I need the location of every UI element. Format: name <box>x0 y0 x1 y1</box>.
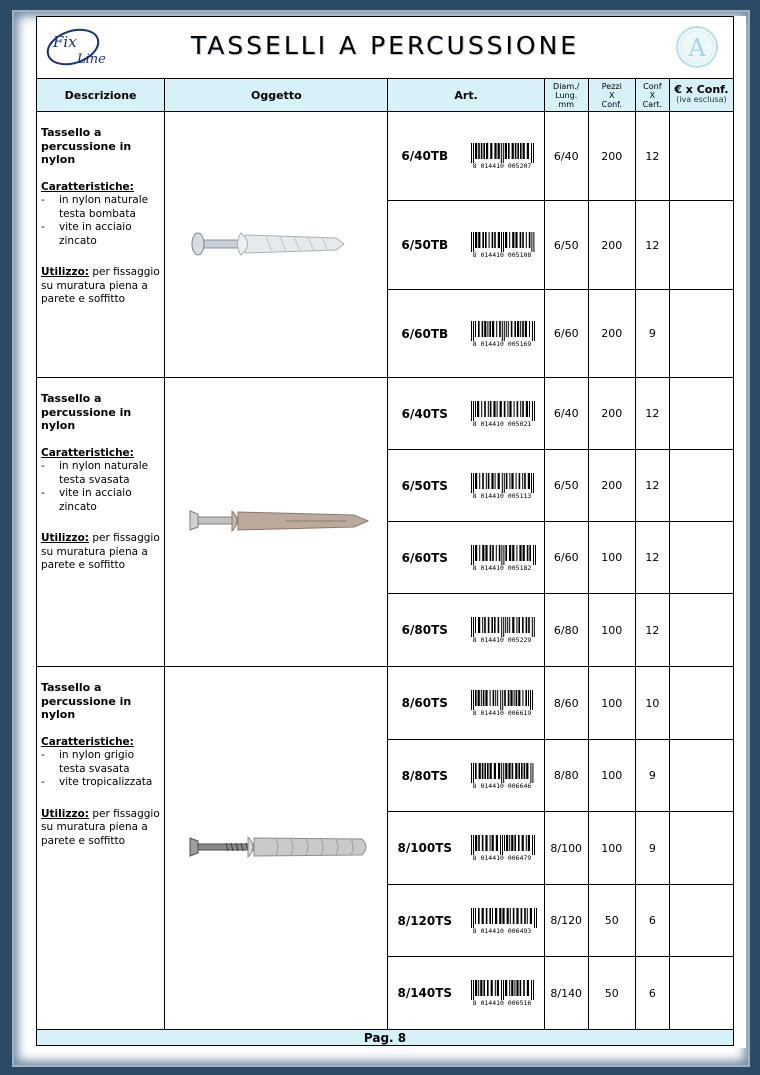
price-value <box>669 740 733 812</box>
usage-text: per fissaggio su muratura piena a parete e soffitto <box>41 266 160 305</box>
article-code: 6/60TB <box>388 290 461 378</box>
feature-item: - vite in acciaio zincato <box>41 487 160 514</box>
feature-item: - in nylon grigio testa svasata <box>41 749 160 776</box>
barcode-image <box>466 690 538 716</box>
col-pezzi: Pezzi X Conf. <box>588 79 635 112</box>
barcode <box>461 450 544 522</box>
col-oggetto: Oggetto <box>165 79 388 112</box>
logo-text-line: Line <box>77 52 106 67</box>
product-description <box>37 112 165 378</box>
svg-text:8 014410 006516: 8 014410 006516 <box>473 999 532 1006</box>
feature-item: - vite in acciaio zincato <box>41 221 160 248</box>
page-number: Pag. 8 <box>37 1030 734 1046</box>
product-row <box>37 112 734 201</box>
product-image <box>165 667 388 1030</box>
barcode <box>461 378 544 450</box>
size-value: 6/80 <box>544 594 588 667</box>
packs-per-carton: 6 <box>635 885 669 957</box>
pieces-per-pack: 100 <box>588 812 635 885</box>
packs-per-carton: 12 <box>635 522 669 594</box>
product-row <box>37 667 734 740</box>
price-value <box>669 957 733 1030</box>
price-value <box>669 290 733 378</box>
product-description <box>37 667 165 1030</box>
barcode-image <box>466 908 538 934</box>
col-art: Art. <box>388 79 544 112</box>
svg-text:8 014410 006479: 8 014410 006479 <box>473 854 532 861</box>
price-value <box>669 378 733 450</box>
size-value: 6/50 <box>544 450 588 522</box>
price-value <box>669 201 733 290</box>
svg-text:8 014410 005169: 8 014410 005169 <box>473 339 532 347</box>
svg-text:8 014410 006619: 8 014410 006619 <box>473 709 532 716</box>
barcode <box>461 201 544 290</box>
price-value <box>669 112 733 201</box>
barcode <box>461 885 544 957</box>
usage-label: Utilizzo: <box>41 807 89 820</box>
anchor-image <box>176 225 376 265</box>
packs-per-carton: 9 <box>635 740 669 812</box>
size-value: 6/40 <box>544 378 588 450</box>
barcode-image <box>466 143 538 169</box>
feature-item: - vite tropicalizzata <box>41 776 160 790</box>
barcode <box>461 812 544 885</box>
barcode-image <box>466 232 538 258</box>
price-value <box>669 450 733 522</box>
price-value <box>669 885 733 957</box>
svg-text:8 014410 005113: 8 014410 005113 <box>473 491 532 499</box>
barcode-image <box>466 321 538 347</box>
svg-text:8 014410 005207: 8 014410 005207 <box>473 162 532 169</box>
price-value <box>669 522 733 594</box>
barcode <box>461 667 544 740</box>
product-name: Tassello a percussione in nylon <box>41 126 132 166</box>
col-diametro: Diam./ Lung. mm <box>544 79 588 112</box>
product-image <box>165 378 388 667</box>
features-list <box>41 749 160 790</box>
usage-text: per fissaggio su muratura piena a parete e soffitto <box>41 807 160 847</box>
features-list <box>41 194 160 248</box>
barcode <box>461 740 544 812</box>
barcode <box>461 594 544 667</box>
anchor-image <box>176 828 376 868</box>
size-value: 8/140 <box>544 957 588 1030</box>
anchor-image <box>176 502 376 542</box>
pieces-per-pack: 100 <box>588 740 635 812</box>
features-label: Caratteristiche: <box>41 735 134 748</box>
packs-per-carton: 9 <box>635 290 669 378</box>
badge-letter: A <box>688 34 706 62</box>
feature-item: - in nylon naturale testa bombata <box>41 194 160 221</box>
features-list <box>41 460 160 514</box>
pieces-per-pack: 200 <box>588 201 635 290</box>
barcode-image <box>466 473 538 499</box>
col-descrizione: Descrizione <box>37 79 165 112</box>
features-label: Caratteristiche: <box>41 446 134 459</box>
size-value: 6/50 <box>544 201 588 290</box>
barcode-image <box>466 980 538 1006</box>
product-name: Tassello a percussione in nylon <box>41 392 132 432</box>
article-code: 6/50TB <box>388 201 461 290</box>
packs-per-carton: 12 <box>635 201 669 290</box>
barcode <box>461 957 544 1030</box>
article-code: 6/50TS <box>388 450 461 522</box>
packs-per-carton: 12 <box>635 450 669 522</box>
article-code: 8/100TS <box>388 812 461 885</box>
catalog-sheet <box>36 16 746 1048</box>
svg-text:8 014410 005021: 8 014410 005021 <box>473 419 532 427</box>
col-conf: Conf X Cart. <box>635 79 669 112</box>
size-value: 8/60 <box>544 667 588 740</box>
barcode-image <box>466 763 538 789</box>
pieces-per-pack: 200 <box>588 290 635 378</box>
article-code: 6/60TS <box>388 522 461 594</box>
product-row <box>37 378 734 450</box>
packs-per-carton: 12 <box>635 594 669 667</box>
barcode-image <box>466 401 538 427</box>
svg-text:8 014410 005229: 8 014410 005229 <box>473 636 532 643</box>
size-value: 8/100 <box>544 812 588 885</box>
barcode-image <box>466 545 538 571</box>
packs-per-carton: 12 <box>635 378 669 450</box>
pieces-per-pack: 100 <box>588 667 635 740</box>
price-value <box>669 667 733 740</box>
barcode <box>461 522 544 594</box>
pieces-per-pack: 50 <box>588 885 635 957</box>
svg-text:8 014410 005182: 8 014410 005182 <box>473 563 532 571</box>
feature-item: - in nylon naturale testa svasata <box>41 460 160 487</box>
svg-text:8 014410 006646: 8 014410 006646 <box>473 781 532 789</box>
packs-per-carton: 9 <box>635 812 669 885</box>
svg-text:8 014410 006493: 8 014410 006493 <box>473 926 532 934</box>
packs-per-carton: 6 <box>635 957 669 1030</box>
page-title: TASSELLI A PERCUSSIONE <box>190 31 580 60</box>
size-value: 8/80 <box>544 740 588 812</box>
barcode <box>461 290 544 378</box>
usage-label: Utilizzo: <box>41 532 89 544</box>
letter-badge <box>675 25 719 69</box>
article-code: 6/80TS <box>388 594 461 667</box>
pieces-per-pack: 200 <box>588 450 635 522</box>
logo-text-fix: Fix <box>53 33 77 51</box>
header-row <box>37 79 734 112</box>
price-value <box>669 812 733 885</box>
article-code: 6/40TB <box>388 112 461 201</box>
pieces-per-pack: 200 <box>588 378 635 450</box>
size-value: 6/40 <box>544 112 588 201</box>
product-image <box>165 112 388 378</box>
barcode <box>461 112 544 201</box>
size-value: 8/120 <box>544 885 588 957</box>
article-code: 6/40TS <box>388 378 461 450</box>
pieces-per-pack: 100 <box>588 594 635 667</box>
article-code: 8/120TS <box>388 885 461 957</box>
pieces-per-pack: 200 <box>588 112 635 201</box>
size-value: 6/60 <box>544 522 588 594</box>
col-price: € x Conf. (iva esclusa) <box>669 79 733 112</box>
pieces-per-pack: 50 <box>588 957 635 1030</box>
usage-label: Utilizzo: <box>41 266 89 278</box>
product-name: Tassello a percussione in nylon <box>41 681 132 721</box>
packs-per-carton: 10 <box>635 667 669 740</box>
article-code: 8/80TS <box>388 740 461 812</box>
usage-text: per fissaggio su muratura piena a parete e soffitto <box>41 532 160 571</box>
price-value <box>669 594 733 667</box>
title-box <box>36 16 734 79</box>
barcode-image <box>466 617 538 643</box>
barcode-image <box>466 835 538 861</box>
product-table <box>36 78 734 1046</box>
article-code: 8/60TS <box>388 667 461 740</box>
size-value: 6/60 <box>544 290 588 378</box>
article-code: 8/140TS <box>388 957 461 1030</box>
packs-per-carton: 12 <box>635 112 669 201</box>
footer-row <box>37 1030 734 1046</box>
pieces-per-pack: 100 <box>588 522 635 594</box>
features-label: Caratteristiche: <box>41 180 134 193</box>
svg-text:8 014410 005108: 8 014410 005108 <box>473 251 532 258</box>
product-description <box>37 378 165 667</box>
